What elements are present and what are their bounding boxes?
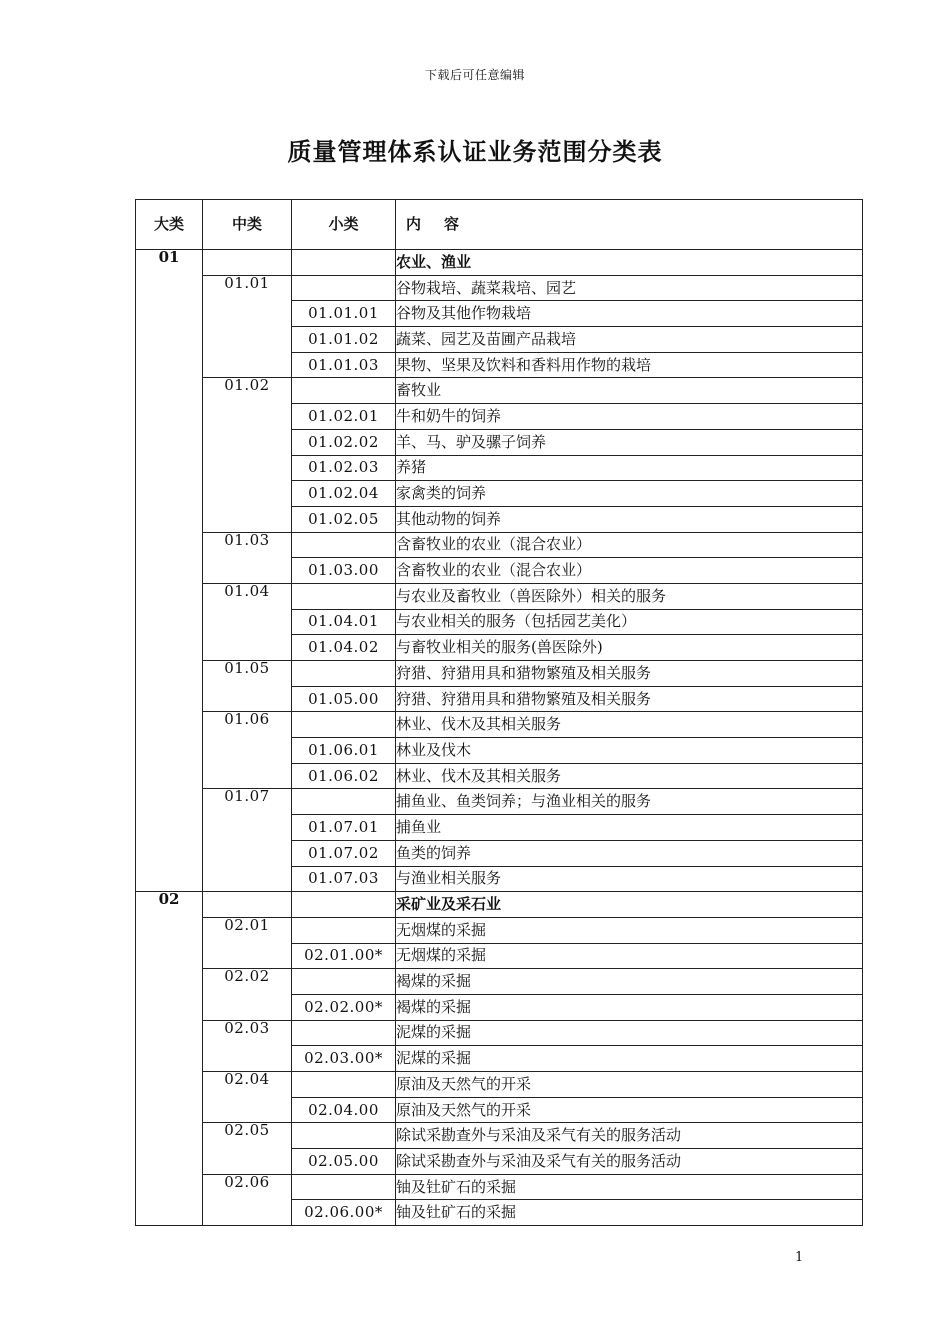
major-code: 01: [136, 250, 203, 892]
middle-code-empty: [203, 892, 292, 918]
minor-code-empty: [292, 1123, 396, 1149]
middle-category-row: [136, 583, 863, 609]
minor-code: 01.07.03: [292, 866, 396, 892]
middle-code: 01.05: [203, 661, 292, 712]
middle-code: 01.01: [203, 275, 292, 378]
minor-code-empty: [292, 275, 396, 301]
middle-description: 含畜牧业的农业（混合农业）: [396, 532, 863, 558]
minor-description: 林业、伐木及其相关服务: [396, 763, 863, 789]
middle-code: 01.06: [203, 712, 292, 789]
middle-code: 01.03: [203, 532, 292, 583]
minor-code-empty: [292, 661, 396, 687]
middle-category-row: [136, 1174, 863, 1200]
table-header-row: [136, 200, 863, 250]
minor-code: 01.07.01: [292, 815, 396, 841]
header-content-char-2: 容: [444, 215, 460, 233]
middle-category-row: [136, 969, 863, 995]
middle-code: 02.05: [203, 1123, 292, 1174]
minor-code: 01.02.01: [292, 404, 396, 430]
minor-description: 与农业相关的服务（包括园艺美化）: [396, 609, 863, 635]
header-content: [396, 200, 863, 250]
middle-description: 铀及钍矿石的采掘: [396, 1174, 863, 1200]
minor-description: 蔬菜、园艺及苗圃产品栽培: [396, 327, 863, 353]
middle-code: 02.02: [203, 969, 292, 1020]
middle-category-row: [136, 378, 863, 404]
minor-code-empty: [292, 712, 396, 738]
middle-code: 01.02: [203, 378, 292, 532]
minor-code-empty: [292, 1174, 396, 1200]
middle-category-row: [136, 661, 863, 687]
minor-code: 01.01.01: [292, 301, 396, 327]
header-major: 大类: [136, 200, 203, 250]
minor-description: 养猪: [396, 455, 863, 481]
middle-code: 02.03: [203, 1020, 292, 1071]
minor-code: 01.05.00: [292, 686, 396, 712]
middle-category-row: [136, 1123, 863, 1149]
minor-code: 01.01.03: [292, 352, 396, 378]
minor-code: 01.06.02: [292, 763, 396, 789]
minor-code-empty: [292, 892, 396, 918]
minor-code-empty: [292, 917, 396, 943]
middle-code: 02.01: [203, 917, 292, 968]
minor-description: 其他动物的饲养: [396, 506, 863, 532]
middle-category-row: [136, 1020, 863, 1046]
middle-code: 02.04: [203, 1072, 292, 1123]
major-category-row: [136, 250, 863, 276]
minor-code-empty: [292, 378, 396, 404]
minor-description: 果物、坚果及饮料和香料用作物的栽培: [396, 352, 863, 378]
minor-code-empty: [292, 583, 396, 609]
minor-code: 02.01.00*: [292, 943, 396, 969]
middle-code-empty: [203, 250, 292, 276]
middle-description: 捕鱼业、鱼类饲养；与渔业相关的服务: [396, 789, 863, 815]
minor-description: 除试采勘查外与采油及采气有关的服务活动: [396, 1149, 863, 1175]
middle-description: 原油及天然气的开采: [396, 1072, 863, 1098]
minor-code: 01.03.00: [292, 558, 396, 584]
middle-category-row: [136, 1072, 863, 1098]
minor-code: 01.07.02: [292, 840, 396, 866]
minor-code-empty: [292, 1072, 396, 1098]
minor-description: 褐煤的采掘: [396, 994, 863, 1020]
minor-description: 原油及天然气的开采: [396, 1097, 863, 1123]
major-description: 采矿业及采石业: [396, 892, 863, 918]
minor-description: 与畜牧业相关的服务(兽医除外): [396, 635, 863, 661]
document-title: 质量管理体系认证业务范围分类表: [287, 137, 663, 166]
middle-code: 01.04: [203, 583, 292, 660]
header-content-char-1: 内: [406, 215, 422, 233]
minor-description: 羊、马、驴及骡子饲养: [396, 429, 863, 455]
minor-code-empty: [292, 1020, 396, 1046]
minor-code: 01.04.02: [292, 635, 396, 661]
middle-description: 谷物栽培、蔬菜栽培、园艺: [396, 275, 863, 301]
table-body: [136, 250, 863, 1226]
minor-code-empty: [292, 532, 396, 558]
minor-code: 02.03.00*: [292, 1046, 396, 1072]
page-number: 1: [795, 1250, 804, 1265]
minor-description: 鱼类的饲养: [396, 840, 863, 866]
header-minor: 小类: [292, 200, 396, 250]
minor-code: 01.02.02: [292, 429, 396, 455]
minor-description: 谷物及其他作物栽培: [396, 301, 863, 327]
minor-code: 01.02.05: [292, 506, 396, 532]
minor-code-empty: [292, 789, 396, 815]
minor-description: 林业及伐木: [396, 738, 863, 764]
minor-description: 含畜牧业的农业（混合农业）: [396, 558, 863, 584]
minor-code: 02.02.00*: [292, 994, 396, 1020]
minor-description: 铀及钍矿石的采掘: [396, 1200, 863, 1226]
minor-description: 牛和奶牛的饲养: [396, 404, 863, 430]
middle-description: 畜牧业: [396, 378, 863, 404]
minor-description: 无烟煤的采掘: [396, 943, 863, 969]
middle-description: 泥煤的采掘: [396, 1020, 863, 1046]
middle-category-row: [136, 917, 863, 943]
minor-code: 02.05.00: [292, 1149, 396, 1175]
middle-category-row: [136, 789, 863, 815]
minor-code-empty: [292, 969, 396, 995]
middle-description: 与农业及畜牧业（兽医除外）相关的服务: [396, 583, 863, 609]
major-category-row: [136, 892, 863, 918]
minor-code: 01.02.03: [292, 455, 396, 481]
minor-code: 02.04.00: [292, 1097, 396, 1123]
middle-category-row: [136, 532, 863, 558]
middle-category-row: [136, 712, 863, 738]
middle-category-row: [136, 275, 863, 301]
middle-code: 01.07: [203, 789, 292, 892]
middle-description: 褐煤的采掘: [396, 969, 863, 995]
middle-description: 除试采勘查外与采油及采气有关的服务活动: [396, 1123, 863, 1149]
major-description: 农业、渔业: [396, 250, 863, 276]
header-note: 下载后可任意编辑: [424, 68, 525, 82]
minor-description: 泥煤的采掘: [396, 1046, 863, 1072]
minor-code: 01.06.01: [292, 738, 396, 764]
minor-code: 01.02.04: [292, 481, 396, 507]
minor-code: 02.06.00*: [292, 1200, 396, 1226]
middle-description: 无烟煤的采掘: [396, 917, 863, 943]
middle-code: 02.06: [203, 1174, 292, 1225]
middle-description: 林业、伐木及其相关服务: [396, 712, 863, 738]
minor-description: 捕鱼业: [396, 815, 863, 841]
minor-code: 01.04.01: [292, 609, 396, 635]
middle-description: 狩猎、狩猎用具和猎物繁殖及相关服务: [396, 661, 863, 687]
minor-description: 家禽类的饲养: [396, 481, 863, 507]
minor-description: 狩猎、狩猎用具和猎物繁殖及相关服务: [396, 686, 863, 712]
minor-description: 与渔业相关服务: [396, 866, 863, 892]
minor-code: 01.01.02: [292, 327, 396, 353]
major-code: 02: [136, 892, 203, 1226]
scope-classification-table: [135, 199, 863, 1226]
header-middle: 中类: [203, 200, 292, 250]
minor-code-empty: [292, 250, 396, 276]
